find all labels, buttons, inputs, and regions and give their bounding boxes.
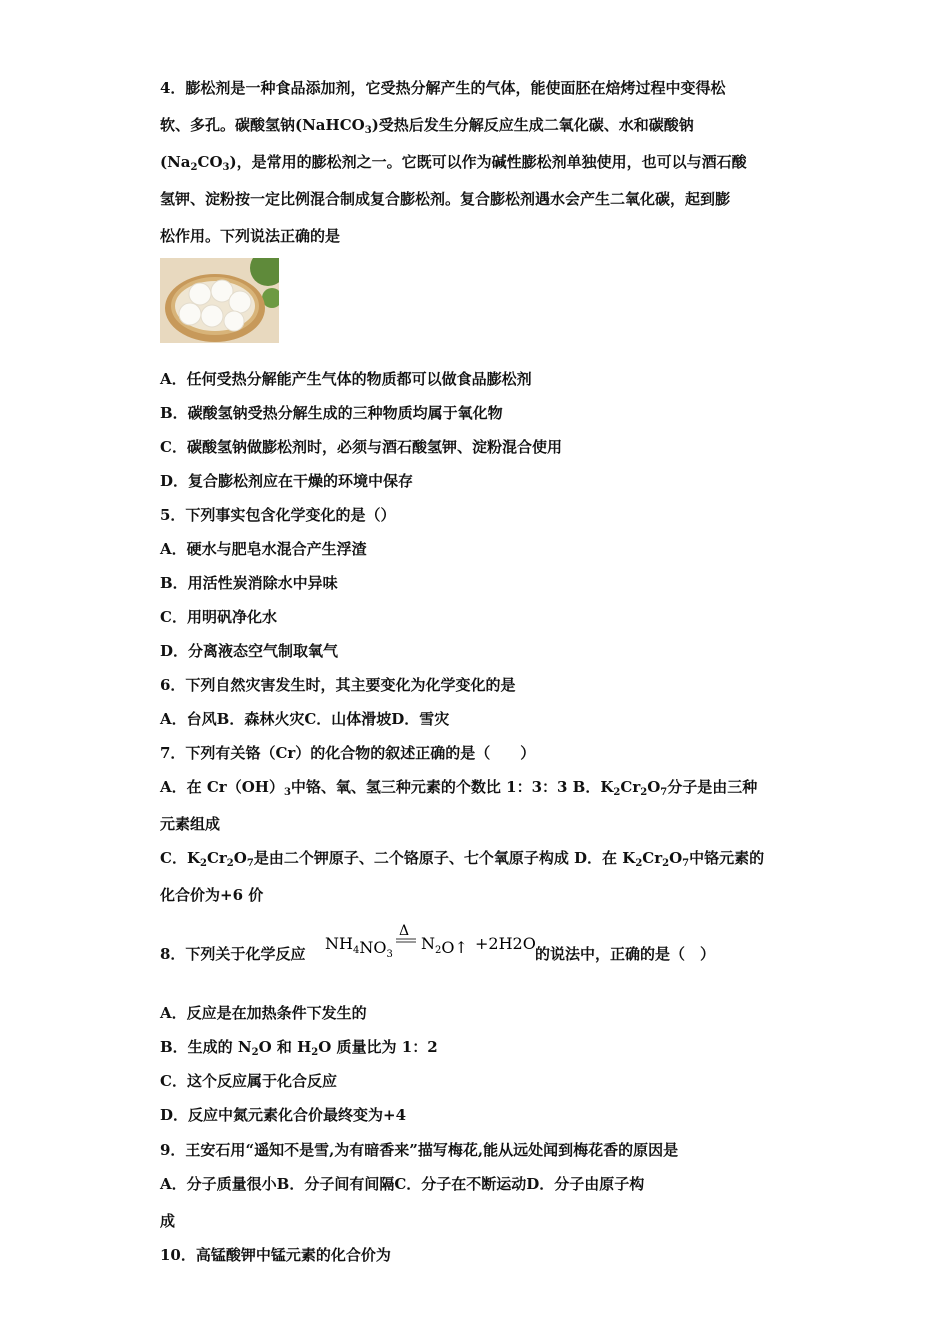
q8-option-c: C．这个反应属于化合反应 bbox=[160, 1072, 337, 1090]
text: Cr bbox=[642, 849, 663, 867]
q4-option-a: A．任何受热分解能产生气体的物质都可以做食品膨松剂 bbox=[160, 370, 532, 388]
q9-options-row bbox=[160, 1174, 644, 1194]
q9-option-d: D．分子由原子构 bbox=[526, 1175, 645, 1193]
condition: Δ bbox=[399, 923, 410, 939]
q10-stem: 10．高锰酸钾中锰元素的化合价为 bbox=[160, 1246, 391, 1264]
reaction-equation bbox=[325, 919, 535, 959]
q7-line-2: 元素组成 bbox=[160, 815, 221, 833]
subscript: 7 bbox=[682, 858, 690, 869]
q4-option-b: B．碳酸氢钠受热分解生成的三种物质均属于氧化物 bbox=[160, 404, 503, 422]
text: 是由二个钾原子、二个铬原子、七个氧原子构成 D．在 K bbox=[253, 849, 636, 867]
q6-option-c: C．山体滑坡 bbox=[304, 710, 392, 728]
q5-option-d: D．分离液态空气制取氧气 bbox=[160, 642, 339, 660]
q5-option-b: B．用活性炭消除水中异味 bbox=[160, 574, 338, 592]
product-1: $N_2O↑$ bbox=[421, 934, 468, 957]
q7-line-3 bbox=[160, 848, 764, 868]
q7-stem: 7．下列有关铬（Cr）的化合物的叙述正确的是（ ） bbox=[160, 744, 536, 762]
q4-option-d: D．复合膨松剂应在干燥的环境中保存 bbox=[160, 472, 414, 490]
text: 中铬元素的 bbox=[689, 849, 765, 867]
subscript: 3 bbox=[364, 125, 372, 136]
q9-option-d-wrap: 成 bbox=[160, 1212, 176, 1230]
q4-stem-line-2 bbox=[160, 115, 694, 135]
q4-option-c: C．碳酸氢钠做膨松剂时，必须与酒石酸氢钾、淀粉混合使用 bbox=[160, 438, 562, 456]
q4-stem-line-5: 松作用。下列说法正确的是 bbox=[160, 227, 341, 245]
text: O bbox=[669, 849, 683, 867]
text: O 质量比为 1：2 bbox=[318, 1038, 438, 1056]
text: 软、多孔。碳酸氢钠(NaHCO bbox=[160, 116, 365, 134]
q9-option-a: A．分子质量很小 bbox=[160, 1175, 277, 1193]
text: CO bbox=[197, 153, 223, 171]
q5-option-c: C．用明矾净化水 bbox=[160, 608, 277, 626]
text: O bbox=[233, 849, 247, 867]
q6-option-b: B．森林火灾 bbox=[216, 710, 305, 728]
q8-stem-pre: 8．下列关于化学反应 bbox=[160, 945, 306, 963]
text: Cr bbox=[620, 778, 641, 796]
subscript: 2 bbox=[662, 858, 670, 869]
subscript: 2 bbox=[226, 858, 234, 869]
q7-line-4: 化合价为+6 价 bbox=[160, 886, 264, 904]
text: 分子是由三种 bbox=[667, 778, 758, 796]
q9-option-c: C．分子在不断运动 bbox=[394, 1175, 527, 1193]
text: O bbox=[647, 778, 661, 796]
text: C．K bbox=[160, 849, 200, 867]
q4-stem-line-1: 4．膨松剂是一种食品添加剂，它受热分解产生的气体，能使面胚在焙烤过程中变得松 bbox=[160, 79, 726, 97]
q5-option-a: A．硬水与肥皂水混合产生浮渣 bbox=[160, 540, 367, 558]
q5-stem: 5．下列事实包含化学变化的是（） bbox=[160, 506, 396, 524]
q8-option-a: A．反应是在加热条件下发生的 bbox=[160, 1004, 367, 1022]
subscript: 2 bbox=[251, 1047, 259, 1058]
text: O 和 H bbox=[258, 1038, 312, 1056]
reactant: $NH_4NO_3$ bbox=[325, 934, 393, 959]
reaction-equation-svg bbox=[325, 919, 535, 959]
subscript: 2 bbox=[199, 858, 207, 869]
text: A．在 Cr（OH） bbox=[160, 778, 284, 796]
steamed-buns-photo bbox=[160, 258, 279, 343]
subscript: 7 bbox=[246, 858, 254, 869]
q8-option-d: D．反应中氮元素化合价最终变为+4 bbox=[160, 1106, 407, 1124]
q9-option-b: B．分子间有间隔 bbox=[276, 1175, 395, 1193]
text: )，是常用的膨松剂之一。它既可以作为碱性膨松剂单独使用，也可以与酒石酸 bbox=[229, 153, 747, 171]
text: Cr bbox=[206, 849, 227, 867]
q4-stem-line-4: 氢钾、淀粉按一定比例混合制成复合膨松剂。复合膨松剂遇水会产生二氧化碳，起到膨 bbox=[160, 190, 731, 208]
q6-option-d: D．雪灾 bbox=[391, 710, 450, 728]
subscript: 3 bbox=[222, 162, 230, 173]
text: B．生成的 N bbox=[160, 1038, 252, 1056]
q9-stem: 9．王安石用“遥知不是雪,为有暗香来”描写梅花,能从远处闻到梅花香的原因是 bbox=[160, 1141, 679, 1159]
q6-option-a: A．台风 bbox=[160, 710, 217, 728]
subscript: 3 bbox=[283, 787, 291, 798]
q8-stem-post: 的说法中，正确的是（ ） bbox=[535, 945, 716, 963]
subscript: 2 bbox=[635, 858, 643, 869]
subscript: 7 bbox=[660, 787, 668, 798]
q6-options-row bbox=[160, 709, 449, 729]
steamed-buns-illustration bbox=[160, 258, 279, 343]
subscript: 2 bbox=[190, 162, 198, 173]
product-2: +2H2O bbox=[475, 934, 535, 953]
text: 中铬、氧、氢三种元素的个数比 1：3：3 B．K bbox=[290, 778, 614, 796]
q8-option-b bbox=[160, 1037, 438, 1057]
subscript: 2 bbox=[613, 787, 621, 798]
text: (Na bbox=[160, 153, 191, 171]
subscript: 2 bbox=[311, 1047, 319, 1058]
subscript: 2 bbox=[640, 787, 648, 798]
q6-stem: 6．下列自然灾害发生时，其主要变化为化学变化的是 bbox=[160, 676, 516, 694]
q7-line-1 bbox=[160, 777, 757, 797]
text: )受热后发生分解反应生成二氧化碳、水和碳酸钠 bbox=[371, 116, 694, 134]
q4-stem-line-3 bbox=[160, 152, 747, 172]
